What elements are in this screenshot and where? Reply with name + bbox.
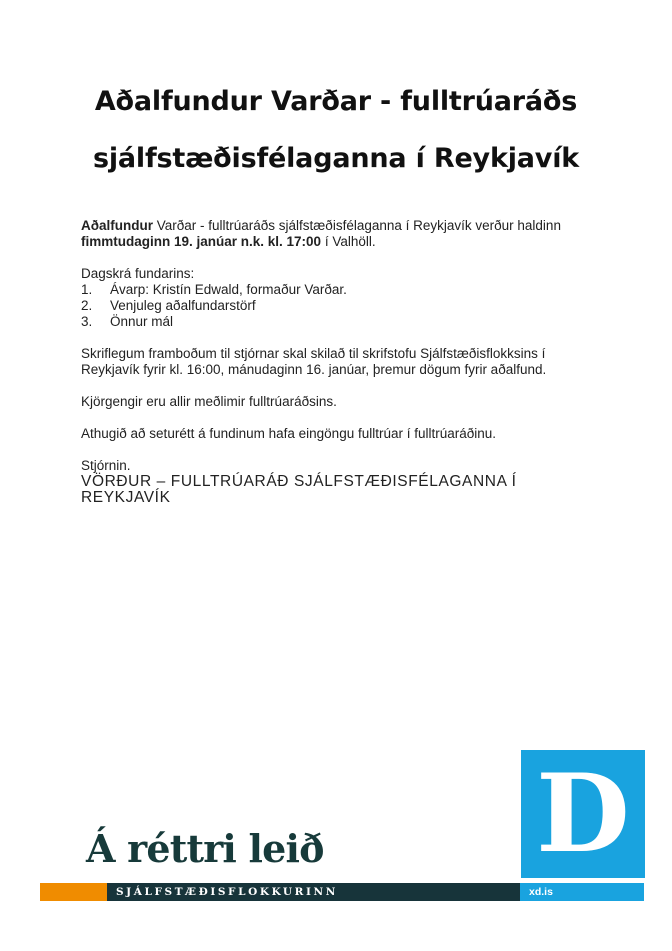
eligibility-paragraph: Kjörgengir eru allir meðlimir fulltrúaráðsins. [81, 394, 337, 409]
closing-line: Stjórnin. [81, 458, 131, 473]
agenda-item-number: 1. [81, 282, 93, 297]
page-title-line-2: sjálfstæðisfélaganna í Reykjavík [92, 143, 580, 174]
intro-paragraph [81, 218, 601, 250]
voting-rights-paragraph: Athugið að seturétt á fundinum hafa eingöngu fulltrúar í fulltrúaráðinu. [81, 426, 497, 441]
intro-bold-lead: Aðalfundur [81, 218, 153, 233]
agenda-item-text: Ávarp: Kristín Edwald, formaður Varðar. [110, 282, 347, 297]
agenda-item-number: 3. [81, 314, 93, 329]
agenda-item-text: Venjuleg aðalfundarstörf [110, 298, 256, 313]
slogan: Á réttri leið [86, 826, 324, 871]
intro-text-1: Varðar - fulltrúaráðs sjálfstæðisfélaganna í Reykjavík verður haldinn [153, 218, 561, 233]
intro-text-2: í Valhöll. [321, 234, 376, 249]
agenda-item [81, 298, 601, 314]
footer-bar-orange [40, 883, 107, 901]
candidacy-paragraph: Skriflegum framboðum til stjórnar skal skilað til skrifstofu Sjálfstæðisflokksins í Reykjavík fyrir kl. 16:00, mánudaginn 16. janúar, þremur dögum fyrir aðalfund. [81, 346, 547, 377]
party-name: SJÁLFSTÆÐISFLOKKURINN [116, 886, 338, 898]
meeting-date: fimmtudaginn 19. janúar n.k. kl. 17:00 [81, 234, 322, 249]
document-body [81, 218, 601, 506]
logo-letter: D [536, 751, 630, 877]
agenda-item-text: Önnur mál [110, 314, 174, 329]
agenda-item [81, 282, 601, 298]
party-logo [521, 750, 645, 878]
website-link[interactable]: xd.is [529, 886, 553, 898]
page-title-line-1: Aðalfundur Varðar - fulltrúaráðs [94, 86, 578, 117]
agenda-list [81, 282, 601, 330]
agenda-item [81, 314, 601, 330]
agenda-item-number: 2. [81, 298, 93, 313]
signature-line: VÖRÐUR – FULLTRÚARÁÐ SJÁLFSTÆÐISFÉLAGANNA Í REYKJAVÍK [81, 473, 517, 506]
agenda-label: Dagskrá fundarins: [81, 266, 195, 281]
